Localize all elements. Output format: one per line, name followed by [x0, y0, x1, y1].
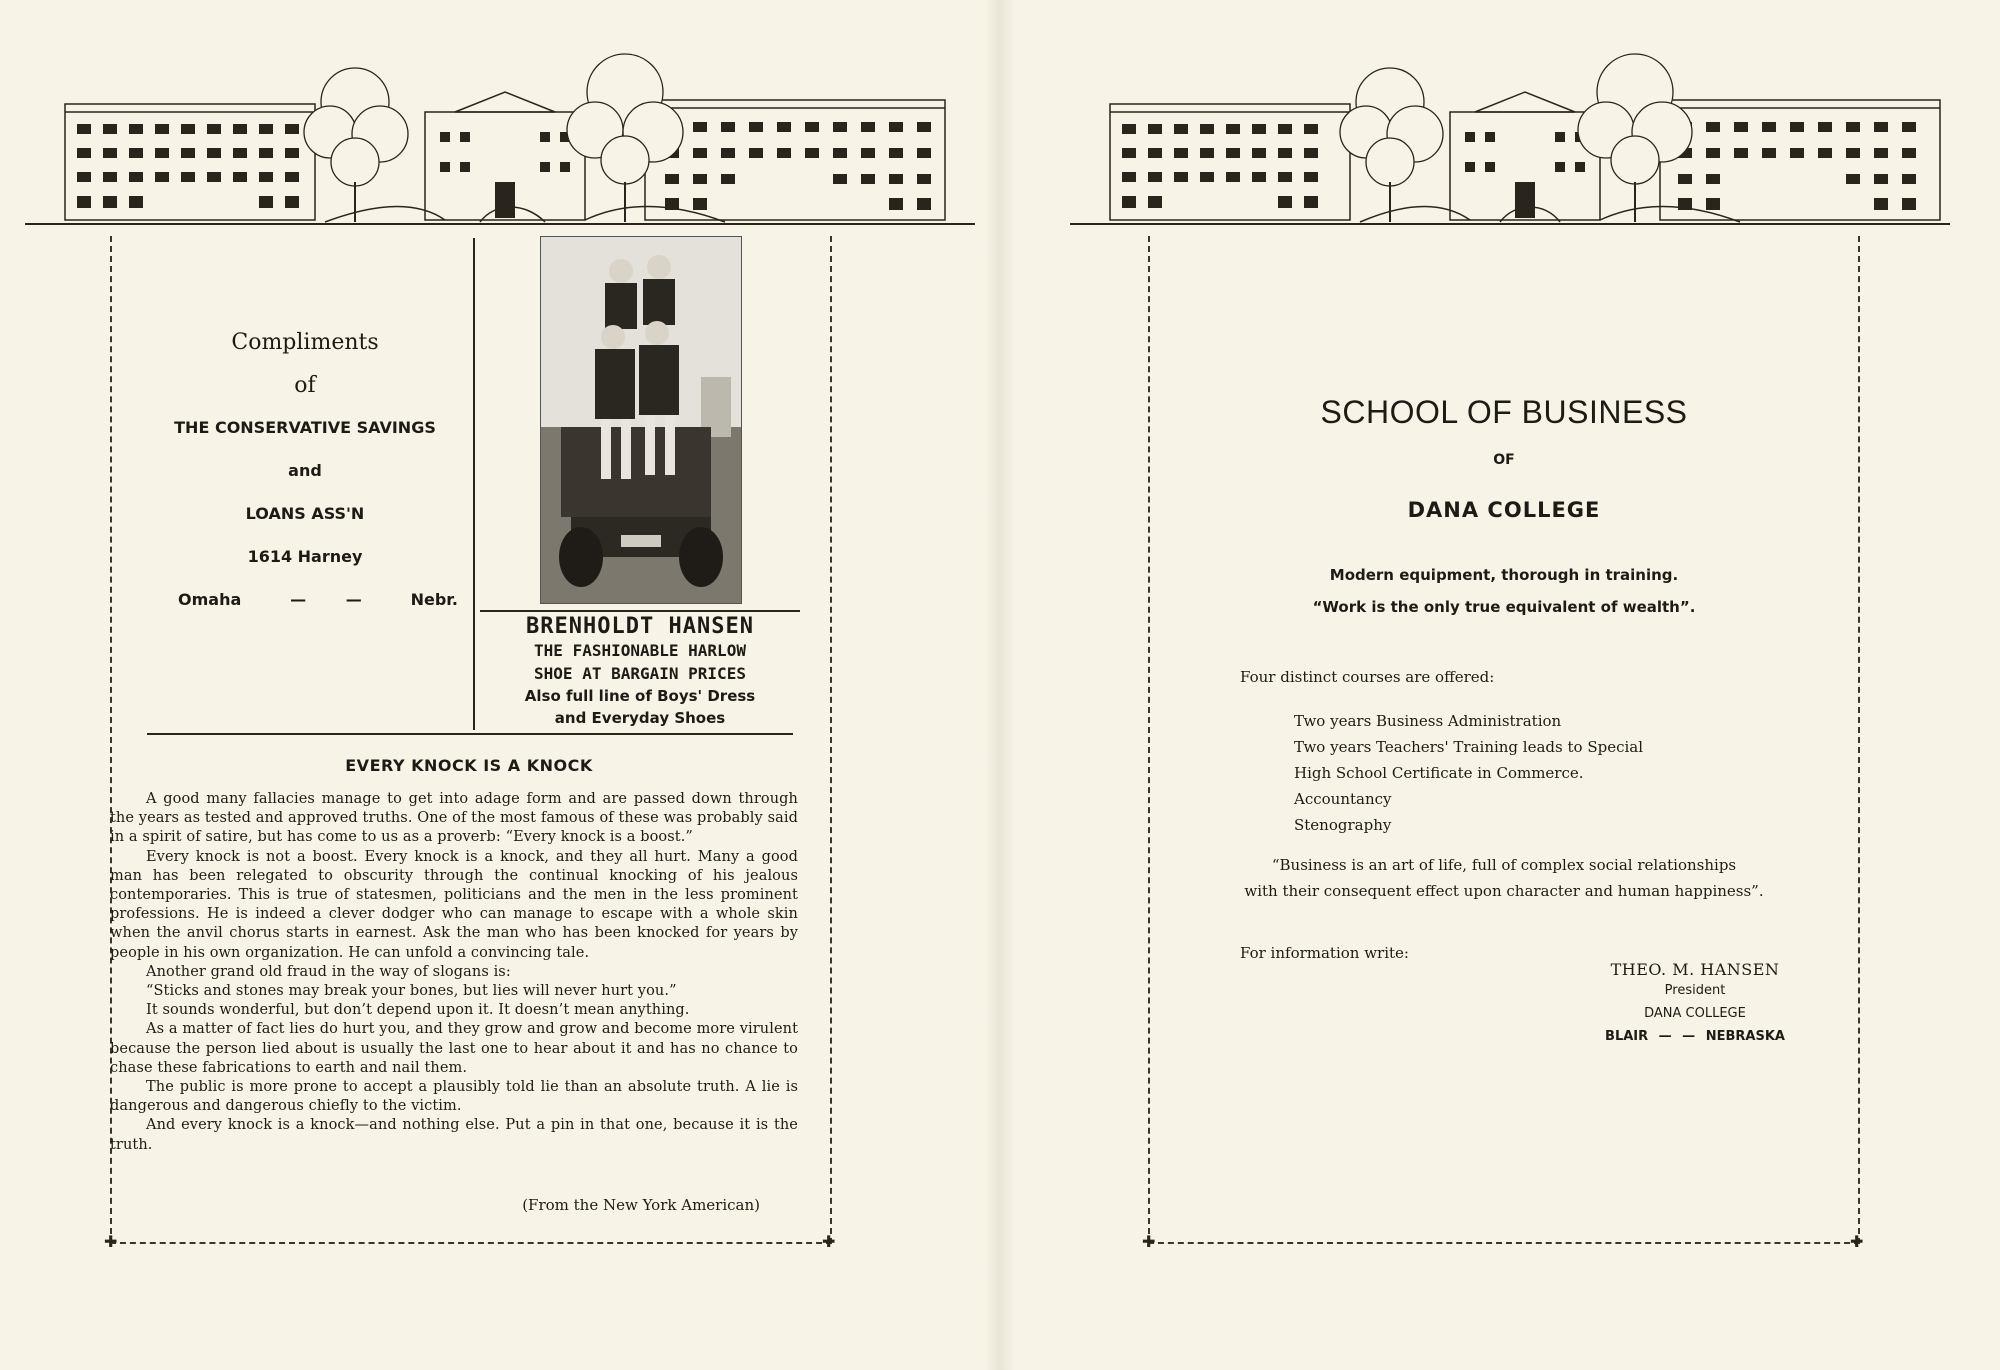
- shoe-ad: [480, 610, 800, 727]
- article-rule: [147, 733, 793, 735]
- savings-ad-city: Omaha: [178, 590, 242, 609]
- courses-list: [1294, 708, 1643, 838]
- article-title: EVERY KNOCK IS A KNOCK: [345, 756, 593, 775]
- savings-ad-of: of: [294, 373, 316, 398]
- ad-divider: [473, 238, 475, 730]
- article-source: (From the New York American): [522, 1196, 760, 1214]
- right-frame-corner-ornament: ✚: [1142, 1232, 1156, 1251]
- course-item: Two years Teachers' Training leads to Special: [1294, 738, 1644, 756]
- shoe-ad-line4: and Everyday Shoes: [554, 709, 726, 727]
- savings-ad-address: 1614 Harney: [247, 547, 363, 566]
- article-paragraph: The public is more prone to accept a plausibly told lie than an absolute truth. A lie is dangerous and dangerous chiefly to the victim.: [110, 1079, 798, 1115]
- article-paragraph: “Sticks and stones may break your bones, but lies will never hurt you.”: [146, 983, 677, 1000]
- left-frame-corner-ornament: ✚: [104, 1232, 118, 1251]
- left-frame-corner-ornament-right: ✚: [822, 1232, 836, 1251]
- school-quote: “Work is the only true equivalent of wealth”.: [1312, 598, 1696, 616]
- school-tagline: Modern equipment, thorough in training.: [1329, 566, 1679, 584]
- signer-title: President: [1664, 983, 1726, 998]
- savings-ad-dash: — —: [290, 590, 362, 609]
- school-of: OF: [1493, 452, 1515, 468]
- shoe-ad-line3: Also full line of Boys' Dress: [524, 687, 756, 705]
- savings-ad-city-line: [140, 590, 470, 609]
- business-quote-line1: “Business is an art of life, full of complex social relationships: [1271, 856, 1737, 874]
- shoe-ad-photo: [540, 236, 742, 604]
- signer-name: THEO. M. HANSEN: [1610, 960, 1780, 979]
- savings-ad-state: Nebr.: [410, 590, 458, 609]
- savings-ad-name2: LOANS ASS'N: [245, 504, 365, 523]
- shoe-ad-line1: THE FASHIONABLE HARLOW: [534, 641, 746, 660]
- business-quote-line2: with their consequent effect upon character and human happiness”.: [1244, 882, 1764, 900]
- business-quote: [1150, 852, 1858, 904]
- savings-ad-and: and: [288, 461, 322, 480]
- info-label: For information write:: [1240, 944, 1409, 962]
- shoe-ad-name: BRENHOLDT HANSEN: [480, 610, 800, 639]
- savings-ad-name: THE CONSERVATIVE SAVINGS: [174, 418, 436, 437]
- article-paragraph: It sounds wonderful, but don’t depend upon it. It doesn’t mean anything.: [146, 1002, 690, 1019]
- campus-illustration-right: [1070, 52, 1950, 232]
- article-body: [110, 790, 798, 1155]
- signer-place: BLAIR — — NEBRASKA: [1605, 1029, 1785, 1044]
- course-item: High School Certificate in Commerce.: [1294, 764, 1584, 782]
- article-paragraph: As a matter of fact lies do hurt you, and they grow and grow and become more virulent because the person lied about is usually the last one to hear about it and has no chance to chase these fabrications to earth and nail them.: [110, 1021, 798, 1076]
- shoe-ad-line2: SHOE AT BARGAIN PRICES: [534, 664, 746, 683]
- article-paragraph: A good many fallacies manage to get into adage form and are passed down through the years as tested and approved truths. One of the most famous of these was probably said in a spirit of satire, but has come to us as a proverb: “Every knock is a boost.”: [110, 791, 798, 846]
- campus-illustration-left: [25, 52, 975, 232]
- right-frame-corner-ornament-right: ✚: [1850, 1232, 1864, 1251]
- girls-on-car-image: [541, 237, 741, 603]
- course-item: Two years Business Administration: [1294, 712, 1562, 730]
- article-paragraph: And every knock is a knock—and nothing else. Put a pin in that one, because it is the truth.: [110, 1117, 798, 1153]
- school-title: SCHOOL OF BUSINESS: [1320, 394, 1688, 430]
- course-item: Accountancy: [1294, 790, 1392, 808]
- signature-block: [1580, 960, 1810, 1044]
- course-item: Stenography: [1294, 816, 1392, 834]
- courses-intro: Four distinct courses are offered:: [1240, 668, 1495, 686]
- college-name: DANA COLLEGE: [1407, 498, 1601, 522]
- page-gutter: [985, 0, 1015, 1370]
- article-paragraph: Another grand old fraud in the way of slogans is:: [146, 963, 511, 980]
- savings-ad-compliments: Compliments: [231, 330, 379, 355]
- savings-ad: [140, 330, 470, 609]
- article-paragraph: Every knock is not a boost. Every knock is a knock, and they all hurt. Many a good man has been relegated to obscurity through the continual knocking of his jealous contemporaries. This is true of statesmen, politicians and the men in the less prominent professions. He is indeed a clever dodger who can manage to escape with a whole skin when the anvil chorus starts in earnest. Ask the man who has been knocked for years by people in his own organization. He can unfold a convincing tale.: [110, 848, 798, 961]
- signer-org: DANA COLLEGE: [1644, 1006, 1746, 1021]
